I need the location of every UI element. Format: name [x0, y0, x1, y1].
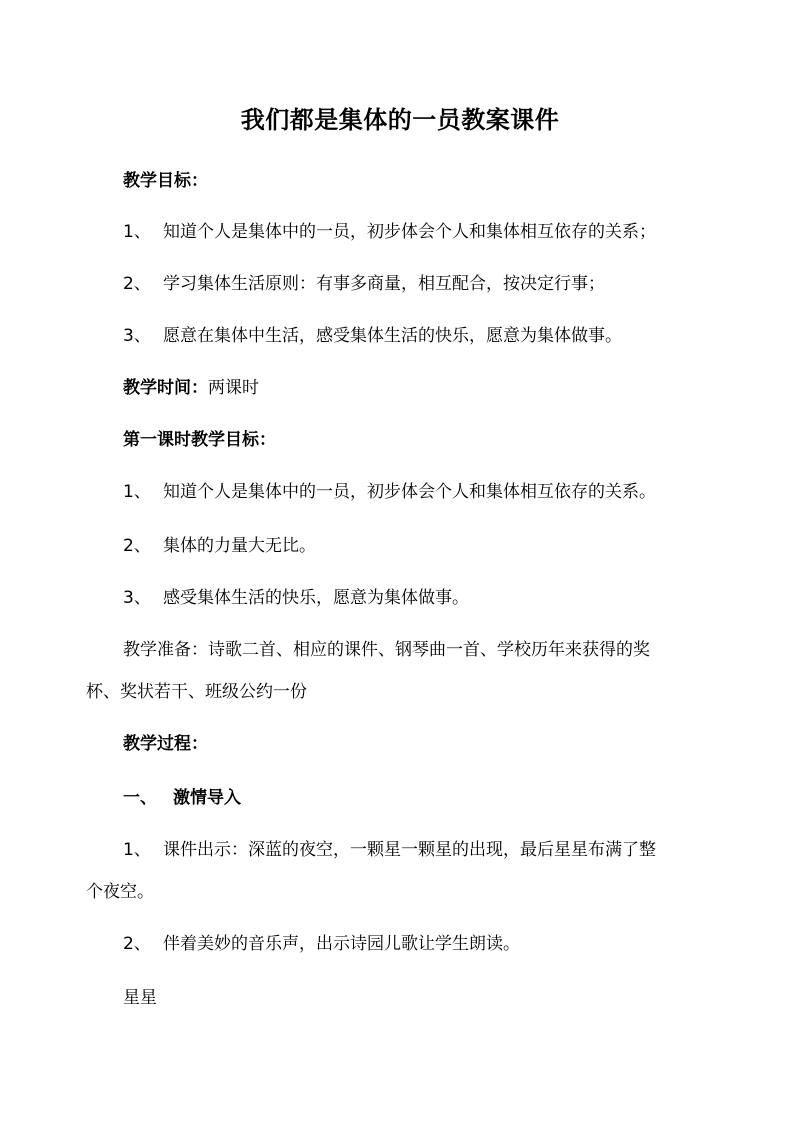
objective-number: 3、 — [123, 326, 151, 346]
section-heading — [123, 786, 241, 810]
objective-item — [123, 324, 622, 348]
section-title: 激情导入 — [173, 788, 241, 808]
process-text: 伴着美妙的音乐声，出示诗园儿歌让学生朗读。 — [163, 934, 520, 954]
first-lesson-number: 2、 — [123, 536, 151, 556]
first-lesson-item — [123, 586, 469, 610]
page-title: 我们都是集体的一员教案课件 — [240, 106, 560, 134]
first-lesson-number: 3、 — [123, 588, 151, 608]
process-item — [123, 932, 520, 956]
teaching-time-value: 两课时 — [208, 378, 259, 398]
first-lesson-number: 1、 — [123, 482, 151, 502]
section-number: 一、 — [123, 788, 157, 808]
process-number: 1、 — [123, 840, 151, 860]
first-lesson-item — [123, 480, 656, 504]
first-lesson-text: 集体的力量大无比。 — [163, 536, 316, 556]
process-text-continued: 个夜空。 — [86, 882, 154, 902]
objective-text: 学习集体生活原则：有事多商量，相互配合，按决定行事； — [163, 274, 605, 294]
objective-text: 知道个人是集体中的一员，初步体会个人和集体相互依存的关系； — [163, 222, 656, 242]
poem-title: 星星 — [123, 988, 157, 1008]
objective-text: 愿意在集体中生活，感受集体生活的快乐，愿意为集体做事。 — [163, 326, 622, 346]
objective-number: 2、 — [123, 274, 151, 294]
objective-number: 1、 — [123, 222, 151, 242]
teaching-time — [123, 376, 259, 400]
teaching-time-label: 教学时间： — [123, 378, 208, 398]
process-text: 课件出示：深蓝的夜空，一颗星一颗星的出现，最后星星布满了整 — [163, 840, 656, 860]
objectives-heading: 教学目标： — [123, 171, 208, 191]
first-lesson-heading: 第一课时教学目标： — [123, 430, 276, 450]
preparation-line: 教学准备：诗歌二首、相应的课件、钢琴曲一首、学校历年来获得的奖 — [123, 640, 650, 660]
objective-item — [123, 220, 656, 244]
first-lesson-text: 知道个人是集体中的一员，初步体会个人和集体相互依存的关系。 — [163, 482, 656, 502]
first-lesson-item — [123, 534, 316, 558]
objective-item — [123, 272, 605, 296]
preparation-line: 杯、奖状若干、班级公约一份 — [86, 682, 307, 702]
process-heading: 教学过程： — [123, 734, 208, 754]
first-lesson-text: 感受集体生活的快乐，愿意为集体做事。 — [163, 588, 469, 608]
process-number: 2、 — [123, 934, 151, 954]
process-item — [123, 838, 656, 862]
